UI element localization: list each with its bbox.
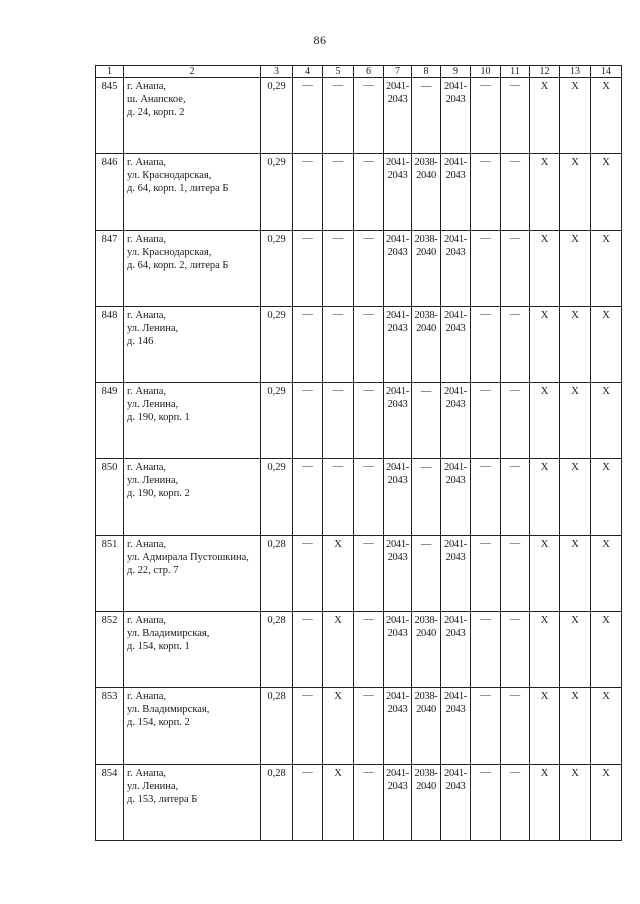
col13-cell: X xyxy=(560,612,591,688)
col14-cell: X xyxy=(591,688,622,764)
period-col8-cell-line: — xyxy=(420,386,432,398)
col6-cell: — xyxy=(354,78,384,154)
col12-cell: X xyxy=(530,78,560,154)
period-col8-cell-line: 2040 xyxy=(416,628,436,640)
col5-cell: X xyxy=(323,764,354,840)
rate-cell: 0,29 xyxy=(261,230,293,306)
address-cell xyxy=(124,688,261,764)
col12-cell: X xyxy=(530,383,560,459)
address-cell-line: д. 22, стр. 7 xyxy=(127,564,179,576)
col11-cell: — xyxy=(501,230,530,306)
table-row xyxy=(96,78,622,154)
address-cell xyxy=(124,612,261,688)
col12-cell: X xyxy=(530,612,560,688)
col5-cell: — xyxy=(323,154,354,230)
period-col9-cell-line: 2041- xyxy=(444,81,467,92)
row-number: 849 xyxy=(96,383,124,459)
period-col8-cell-line: 2040 xyxy=(416,704,436,716)
period-col7-cell-line: 2043 xyxy=(387,399,408,411)
period-col8-cell xyxy=(412,535,441,611)
address-cell xyxy=(124,154,261,230)
column-header: 6 xyxy=(354,66,384,78)
col5-cell: — xyxy=(323,383,354,459)
period-col9-cell-line: 2043 xyxy=(445,551,466,563)
col11-cell: — xyxy=(501,78,530,154)
col5-cell: X xyxy=(323,612,354,688)
col6-cell: — xyxy=(354,764,384,840)
period-col7-cell xyxy=(384,306,412,382)
col11-cell: — xyxy=(501,383,530,459)
column-header: 4 xyxy=(293,66,323,78)
header-row xyxy=(96,66,622,78)
period-col9-cell-line: 2041- xyxy=(444,233,467,245)
col13-cell: X xyxy=(560,230,591,306)
period-col9-cell xyxy=(441,154,471,230)
col5-cell: X xyxy=(323,535,354,611)
col11-cell: — xyxy=(501,612,530,688)
address-cell-line: д. 154, корп. 2 xyxy=(127,717,190,729)
rate-cell: 0,28 xyxy=(261,535,293,611)
rate-cell: 0,28 xyxy=(261,764,293,840)
col10-cell: — xyxy=(471,535,501,611)
col13-cell: X xyxy=(560,688,591,764)
address-cell-line: г. Анапа, xyxy=(127,767,167,779)
address-cell xyxy=(124,459,261,535)
column-header: 12 xyxy=(530,66,560,78)
col10-cell: — xyxy=(471,78,501,154)
period-col9-cell xyxy=(441,383,471,459)
period-col8-cell xyxy=(412,154,441,230)
table-row xyxy=(96,306,622,382)
period-col7-cell-line: 2041- xyxy=(386,462,409,474)
period-col9-cell-line: 2041- xyxy=(444,386,467,398)
col4-cell: — xyxy=(293,535,323,611)
col13-cell: X xyxy=(560,306,591,382)
address-cell-line: ул. Владимирская, xyxy=(127,628,210,640)
col10-cell: — xyxy=(471,306,501,382)
period-col9-cell-line: 2041- xyxy=(444,691,467,703)
period-col8-cell-line: 2038- xyxy=(414,309,438,321)
col10-cell: — xyxy=(471,459,501,535)
col5-cell: — xyxy=(323,230,354,306)
address-cell xyxy=(124,764,261,840)
period-col7-cell xyxy=(384,612,412,688)
period-col9-cell-line: 2043 xyxy=(445,170,466,182)
col11-cell: — xyxy=(501,154,530,230)
period-col7-cell-line: 2041- xyxy=(386,157,409,169)
rate-cell: 0,29 xyxy=(261,383,293,459)
col10-cell: — xyxy=(471,612,501,688)
col5-cell: — xyxy=(323,459,354,535)
col6-cell: — xyxy=(354,535,384,611)
rate-cell: 0,29 xyxy=(261,78,293,154)
col14-cell: X xyxy=(591,612,622,688)
col12-cell: X xyxy=(530,306,560,382)
col11-cell: — xyxy=(501,459,530,535)
col4-cell: — xyxy=(293,78,323,154)
period-col8-cell-line: 2038- xyxy=(414,615,438,627)
table-row xyxy=(96,154,622,230)
col6-cell: — xyxy=(354,383,384,459)
col13-cell: X xyxy=(560,154,591,230)
period-col7-cell-line: 2041- xyxy=(386,233,409,245)
col10-cell: — xyxy=(471,383,501,459)
col4-cell: — xyxy=(293,230,323,306)
col14-cell: X xyxy=(591,154,622,230)
column-header: 5 xyxy=(323,66,354,78)
period-col8-cell-line: 2038- xyxy=(414,767,438,779)
address-cell-line: ул. Краснодарская, xyxy=(127,170,212,182)
col12-cell: X xyxy=(530,154,560,230)
period-col7-cell-line: 2043 xyxy=(387,94,408,105)
col12-cell: X xyxy=(530,459,560,535)
period-col8-cell xyxy=(412,612,441,688)
address-cell-line: д. 64, корп. 1, литера Б xyxy=(127,183,229,195)
row-number: 848 xyxy=(96,306,124,382)
address-cell-line: г. Анапа, xyxy=(127,233,167,245)
period-col9-cell-line: 2043 xyxy=(445,246,466,258)
address-cell xyxy=(124,78,261,154)
col4-cell: — xyxy=(293,154,323,230)
address-cell-line: г. Анапа, xyxy=(127,538,167,550)
period-col8-cell-line: — xyxy=(420,462,432,474)
address-cell-line: ул. Ленина, xyxy=(127,780,179,792)
address-cell xyxy=(124,306,261,382)
col12-cell: X xyxy=(530,535,560,611)
period-col8-cell xyxy=(412,78,441,154)
col11-cell: — xyxy=(501,306,530,382)
period-col7-cell-line: 2043 xyxy=(387,628,408,640)
page-number: 86 xyxy=(313,33,327,47)
address-cell-line: д. 153, литера Б xyxy=(127,793,198,805)
row-number: 845 xyxy=(96,78,124,154)
col4-cell: — xyxy=(293,688,323,764)
row-number: 850 xyxy=(96,459,124,535)
column-header: 13 xyxy=(560,66,591,78)
col11-cell: — xyxy=(501,535,530,611)
address-cell xyxy=(124,535,261,611)
period-col9-cell-line: 2043 xyxy=(445,399,466,411)
period-col9-cell-line: 2043 xyxy=(445,628,466,640)
column-header: 14 xyxy=(591,66,622,78)
col6-cell: — xyxy=(354,688,384,764)
period-col9-cell xyxy=(441,535,471,611)
row-number: 851 xyxy=(96,535,124,611)
table-row xyxy=(96,383,622,459)
table-row xyxy=(96,459,622,535)
col14-cell: X xyxy=(591,230,622,306)
period-col8-cell xyxy=(412,764,441,840)
period-col7-cell-line: 2043 xyxy=(387,322,408,334)
col13-cell: X xyxy=(560,78,591,154)
row-number: 853 xyxy=(96,688,124,764)
address-cell-line: г. Анапа, xyxy=(127,309,167,321)
address-cell-line: д. 146 xyxy=(127,335,154,347)
col14-cell: X xyxy=(591,535,622,611)
table-row xyxy=(96,230,622,306)
period-col7-cell xyxy=(384,688,412,764)
period-col8-cell xyxy=(412,688,441,764)
period-col9-cell-line: 2043 xyxy=(445,475,466,487)
column-header: 3 xyxy=(261,66,293,78)
col4-cell: — xyxy=(293,764,323,840)
period-col9-cell xyxy=(441,78,471,154)
address-cell-line: д. 64, корп. 2, литера Б xyxy=(127,259,229,271)
col4-cell: — xyxy=(293,306,323,382)
col14-cell: X xyxy=(591,459,622,535)
address-cell-line: ш. Анапское, xyxy=(127,94,186,105)
col4-cell: — xyxy=(293,459,323,535)
row-number: 854 xyxy=(96,764,124,840)
col4-cell: — xyxy=(293,383,323,459)
address-cell-line: г. Анапа, xyxy=(127,615,167,627)
column-header: 8 xyxy=(412,66,441,78)
period-col8-cell-line: — xyxy=(420,538,432,550)
column-header: 10 xyxy=(471,66,501,78)
col6-cell: — xyxy=(354,230,384,306)
col10-cell: — xyxy=(471,230,501,306)
column-header: 9 xyxy=(441,66,471,78)
period-col7-cell-line: 2043 xyxy=(387,246,408,258)
row-number: 852 xyxy=(96,612,124,688)
period-col7-cell xyxy=(384,535,412,611)
col5-cell: X xyxy=(323,688,354,764)
address-cell-line: ул. Владимирская, xyxy=(127,704,210,716)
period-col8-cell xyxy=(412,459,441,535)
period-col8-cell xyxy=(412,230,441,306)
period-col7-cell-line: 2041- xyxy=(386,691,409,703)
period-col8-cell-line: 2038- xyxy=(414,691,438,703)
period-col8-cell-line: 2038- xyxy=(414,233,438,245)
rate-cell: 0,29 xyxy=(261,306,293,382)
address-cell-line: г. Анапа, xyxy=(127,81,167,92)
row-number: 846 xyxy=(96,154,124,230)
period-col7-cell xyxy=(384,154,412,230)
col13-cell: X xyxy=(560,535,591,611)
period-col7-cell-line: 2041- xyxy=(386,309,409,321)
col13-cell: X xyxy=(560,764,591,840)
period-col7-cell-line: 2043 xyxy=(387,551,408,563)
period-col7-cell-line: 2041- xyxy=(386,386,409,398)
column-header: 2 xyxy=(124,66,261,78)
address-cell-line: д. 154, корп. 1 xyxy=(127,641,190,653)
period-col9-cell xyxy=(441,764,471,840)
period-col9-cell-line: 2043 xyxy=(445,94,466,105)
col6-cell: — xyxy=(354,612,384,688)
col4-cell: — xyxy=(293,612,323,688)
period-col9-cell xyxy=(441,612,471,688)
col6-cell: — xyxy=(354,306,384,382)
col5-cell: — xyxy=(323,306,354,382)
column-header: 11 xyxy=(501,66,530,78)
period-col8-cell-line: 2040 xyxy=(416,322,436,334)
col12-cell: X xyxy=(530,764,560,840)
period-col7-cell xyxy=(384,230,412,306)
address-cell xyxy=(124,383,261,459)
col10-cell: — xyxy=(471,688,501,764)
table-row xyxy=(96,612,622,688)
period-col9-cell-line: 2043 xyxy=(445,704,466,716)
period-col7-cell-line: 2041- xyxy=(386,81,409,92)
column-header: 7 xyxy=(384,66,412,78)
period-col7-cell-line: 2041- xyxy=(386,538,409,550)
col12-cell: X xyxy=(530,230,560,306)
period-col9-cell-line: 2043 xyxy=(445,780,466,792)
address-cell-line: д. 190, корп. 2 xyxy=(127,488,190,500)
table-row xyxy=(96,535,622,611)
col13-cell: X xyxy=(560,459,591,535)
period-col8-cell xyxy=(412,383,441,459)
col14-cell: X xyxy=(591,78,622,154)
period-col7-cell-line: 2041- xyxy=(386,767,409,779)
period-col9-cell-line: 2041- xyxy=(444,767,467,779)
col12-cell: X xyxy=(530,688,560,764)
row-number: 847 xyxy=(96,230,124,306)
address-cell-line: ул. Ленина, xyxy=(127,399,179,411)
period-col9-cell xyxy=(441,306,471,382)
period-col9-cell-line: 2041- xyxy=(444,538,467,550)
address-cell-line: г. Анапа, xyxy=(127,691,167,703)
col6-cell: — xyxy=(354,154,384,230)
period-col8-cell-line: 2040 xyxy=(416,780,436,792)
period-col7-cell-line: 2041- xyxy=(386,615,409,627)
col13-cell: X xyxy=(560,383,591,459)
col14-cell: X xyxy=(591,764,622,840)
rate-cell: 0,29 xyxy=(261,154,293,230)
period-col7-cell xyxy=(384,383,412,459)
period-col7-cell-line: 2043 xyxy=(387,780,408,792)
col11-cell: — xyxy=(501,764,530,840)
table-row xyxy=(96,764,622,840)
period-col9-cell-line: 2041- xyxy=(444,462,467,474)
period-col9-cell-line: 2043 xyxy=(445,322,466,334)
col6-cell: — xyxy=(354,459,384,535)
address-cell-line: г. Анапа, xyxy=(127,462,167,474)
col5-cell: — xyxy=(323,78,354,154)
period-col7-cell-line: 2043 xyxy=(387,704,408,716)
period-col8-cell xyxy=(412,306,441,382)
rate-cell: 0,28 xyxy=(261,612,293,688)
period-col9-cell xyxy=(441,688,471,764)
period-col7-cell-line: 2043 xyxy=(387,475,408,487)
col14-cell: X xyxy=(591,306,622,382)
address-cell-line: д. 190, корп. 1 xyxy=(127,412,190,424)
col14-cell: X xyxy=(591,383,622,459)
period-col9-cell xyxy=(441,230,471,306)
address-cell-line: г. Анапа, xyxy=(127,386,167,398)
period-col8-cell-line: 2038- xyxy=(414,157,438,169)
address-cell-line: ул. Ленина, xyxy=(127,322,179,334)
address-cell-line: г. Анапа, xyxy=(127,157,167,169)
rate-cell: 0,29 xyxy=(261,459,293,535)
period-col9-cell-line: 2041- xyxy=(444,157,467,169)
rate-cell: 0,28 xyxy=(261,688,293,764)
period-col8-cell-line: 2040 xyxy=(416,246,436,258)
period-col7-cell xyxy=(384,764,412,840)
period-col8-cell-line: 2040 xyxy=(416,170,436,182)
address-cell-line: ул. Краснодарская, xyxy=(127,246,212,258)
col10-cell: — xyxy=(471,764,501,840)
period-col9-cell-line: 2041- xyxy=(444,615,467,627)
col11-cell: — xyxy=(501,688,530,764)
col10-cell: — xyxy=(471,154,501,230)
period-col9-cell xyxy=(441,459,471,535)
period-col7-cell-line: 2043 xyxy=(387,170,408,182)
period-col7-cell xyxy=(384,78,412,154)
period-col9-cell-line: 2041- xyxy=(444,309,467,321)
housing-table xyxy=(95,65,622,841)
period-col7-cell xyxy=(384,459,412,535)
period-col8-cell-line: — xyxy=(420,81,432,92)
table-row xyxy=(96,688,622,764)
address-cell-line: ул. Ленина, xyxy=(127,475,179,487)
address-cell-line: ул. Адмирала Пустошкина, xyxy=(127,551,249,563)
column-header: 1 xyxy=(96,66,124,78)
address-cell xyxy=(124,230,261,306)
address-cell-line: д. 24, корп. 2 xyxy=(127,107,185,118)
